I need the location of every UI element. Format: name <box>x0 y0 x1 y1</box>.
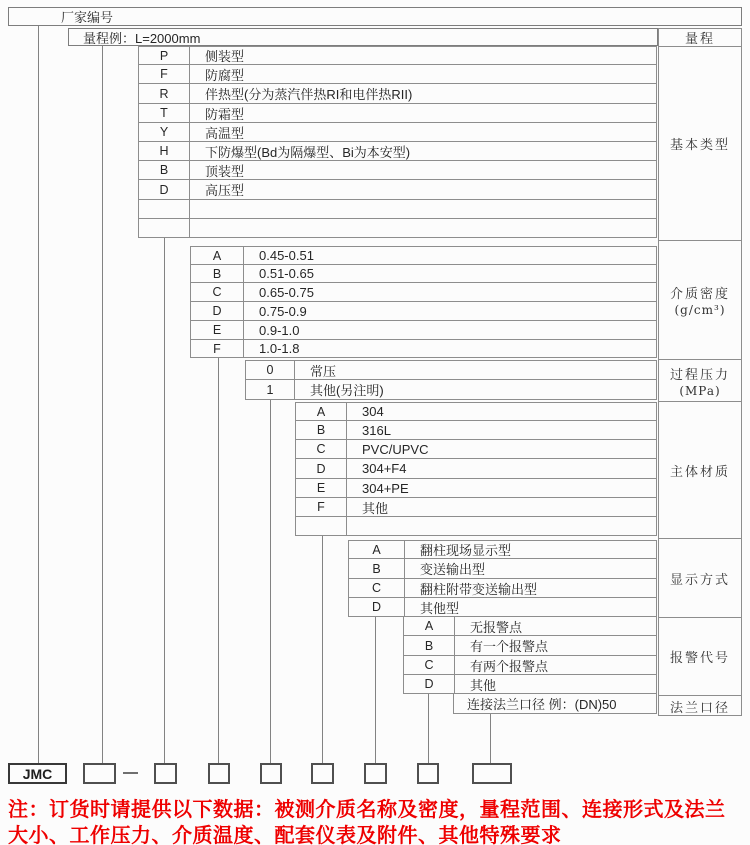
medium-density-description: 0.51-0.65 <box>259 266 314 281</box>
display-mode-row <box>348 540 657 559</box>
ordering-note-line1: 注：订货时请提供以下数据：被测介质名称及密度，量程范围、连接形式及法兰 <box>8 799 726 821</box>
basic-type-row <box>138 104 657 123</box>
basic-type-code: R <box>139 84 190 103</box>
alarm-code-code: A <box>404 617 455 635</box>
display-mode-description: 翻柱附带变送输出型 <box>420 581 538 597</box>
body-material-code: C <box>296 440 347 458</box>
range-example-text: 量程例：L=2000mm <box>83 30 201 46</box>
body-material-code: F <box>296 498 347 516</box>
display-mode-row <box>348 559 657 579</box>
basic-type-row <box>138 161 657 180</box>
display-mode-code: D <box>349 598 405 616</box>
dash-separator <box>123 772 138 774</box>
category-label-cell <box>659 241 741 360</box>
display-value-box <box>364 763 387 784</box>
category-label: 介质密度 <box>669 287 730 302</box>
category-label: 法兰口径 <box>669 701 730 716</box>
flange-row <box>453 694 657 714</box>
alarm-code-code: B <box>404 636 455 655</box>
basic-type-description: 顶装型 <box>205 163 245 179</box>
connector-line <box>375 617 376 763</box>
basic-type-code: P <box>139 47 190 64</box>
body-material-description: 304+F4 <box>362 461 407 476</box>
basic-type-code: B <box>139 161 190 179</box>
medium-density-row <box>190 283 657 302</box>
basic-type-row <box>138 180 657 200</box>
connector-line <box>218 358 219 763</box>
basic-type-row <box>138 142 657 161</box>
alarm-code-row <box>403 636 657 656</box>
connector-line <box>322 536 323 763</box>
category-label-cell <box>659 539 741 618</box>
body-material-row <box>295 459 657 479</box>
range-example-box <box>68 28 658 46</box>
ordering-note-line2: 大小、工作压力、介质温度、配套仪表及附件、其他特殊要求 <box>8 825 562 845</box>
connector-line <box>38 26 39 763</box>
medium-density-description: 0.65-0.75 <box>259 284 314 300</box>
basic-type-row <box>138 200 657 219</box>
body-material-description: 304+PE <box>362 480 409 496</box>
display-mode-description: 其他型 <box>420 600 460 616</box>
alarm-code-row <box>403 617 657 636</box>
model-prefix-box: JMC <box>8 763 67 784</box>
basic-type-row <box>138 46 657 65</box>
category-label-unit: (g/cm³) <box>674 303 726 317</box>
alarm-code-description: 有两个报警点 <box>470 658 549 674</box>
alarm-code-description: 有一个报警点 <box>470 639 549 654</box>
body-material-row <box>295 517 657 536</box>
basic-type-description <box>190 200 656 218</box>
body-material-description: 316L <box>362 422 391 438</box>
category-label-cell <box>659 47 741 241</box>
connector-line <box>428 694 429 763</box>
body-material-code: A <box>296 403 347 420</box>
medium-density-row <box>190 265 657 283</box>
connector-line <box>270 400 271 763</box>
basic-type-description <box>190 219 656 237</box>
body-material-code: B <box>296 421 347 439</box>
category-label-cell <box>659 696 741 716</box>
medium-density-description: 0.75-0.9 <box>259 303 307 319</box>
process-pressure-code: 1 <box>246 380 295 399</box>
category-label-cell <box>659 29 741 47</box>
body-material-row <box>295 440 657 459</box>
alarm-value-box <box>417 763 439 784</box>
category-label: 过程压力 <box>669 367 730 383</box>
process-pressure-row <box>245 380 657 400</box>
basic-type-code: F <box>139 65 190 83</box>
factory-number-box <box>8 7 742 26</box>
category-label: 基本类型 <box>669 138 730 153</box>
medium-density-description: 0.45-0.51 <box>259 248 314 263</box>
factory-number-label: 厂家编号 <box>61 10 114 25</box>
medium-density-description: 1.0-1.8 <box>259 341 300 356</box>
medium-density-description: 0.9-1.0 <box>259 322 300 338</box>
display-mode-description: 翻柱现场显示型 <box>420 543 512 558</box>
body-material-row <box>295 498 657 517</box>
basic-type-row <box>138 84 657 104</box>
body-material-row <box>295 421 657 440</box>
ordering-note <box>8 797 726 845</box>
connector-line <box>164 238 165 763</box>
basic-type-description: 侧装型 <box>205 49 245 64</box>
range-value-box <box>83 763 116 784</box>
display-mode-row <box>348 598 657 617</box>
process-pressure-code: 0 <box>246 361 295 379</box>
medium-density-row <box>190 340 657 358</box>
category-label-cell <box>659 402 741 539</box>
display-mode-code: B <box>349 559 405 578</box>
alarm-code-row <box>403 656 657 675</box>
alarm-code-description: 其他 <box>470 677 497 693</box>
basic-type-code: Y <box>139 123 190 141</box>
process-pressure-row <box>245 360 657 380</box>
category-label-cell <box>659 618 741 696</box>
basic-type-code: T <box>139 104 190 122</box>
medium-density-row <box>190 246 657 265</box>
medium-density-code: E <box>191 321 244 339</box>
basic-type-row <box>138 65 657 84</box>
body-material-description: 其他 <box>362 500 389 516</box>
basic-type-row <box>138 219 657 238</box>
basic-type-code <box>139 200 190 218</box>
display-mode-code: A <box>349 541 405 558</box>
category-label-unit: (MPa) <box>679 383 721 398</box>
body-material-code: E <box>296 479 347 497</box>
pressure-value-box <box>260 763 282 784</box>
medium-density-row <box>190 302 657 321</box>
flange-note: 连接法兰口径 例：(DN)50 <box>467 697 617 712</box>
category-label: 报警代号 <box>669 651 730 666</box>
body-material-code: D <box>296 459 347 478</box>
medium-density-code: D <box>191 302 244 320</box>
connector-line <box>102 46 103 763</box>
category-label-cell <box>659 360 741 402</box>
basic-type-description: 下防爆型(Bd为隔爆型、Bi为本安型) <box>205 144 411 160</box>
basic-type-value-box <box>154 763 177 784</box>
basic-type-description: 高温型 <box>205 125 245 141</box>
connector-line <box>490 714 491 763</box>
basic-type-code <box>139 219 190 237</box>
display-mode-description: 变送输出型 <box>420 562 486 577</box>
category-label: 量程 <box>684 32 715 47</box>
basic-type-code: H <box>139 142 190 160</box>
body-material-description: PVC/UPVC <box>362 441 429 457</box>
display-mode-row <box>348 579 657 598</box>
alarm-code-row <box>403 675 657 694</box>
alarm-code-code: C <box>404 656 455 674</box>
category-label: 主体材质 <box>669 464 730 480</box>
body-material-row <box>295 479 657 498</box>
body-material-row <box>295 402 657 421</box>
medium-density-code: F <box>191 340 244 357</box>
alarm-code-code: D <box>404 675 455 693</box>
basic-type-code: D <box>139 180 190 199</box>
body-material-description: 304 <box>362 404 384 419</box>
density-value-box <box>208 763 230 784</box>
category-label: 显示方式 <box>669 572 730 588</box>
flange-value-box <box>472 763 512 784</box>
basic-type-description: 高压型 <box>205 183 245 198</box>
basic-type-description: 防腐型 <box>205 67 245 83</box>
body-material-description <box>347 517 656 535</box>
basic-type-description: 伴热型(分为蒸汽伴热RI和电伴热RII) <box>205 87 413 102</box>
medium-density-code: A <box>191 247 244 264</box>
body-material-code <box>296 517 347 535</box>
material-value-box <box>311 763 334 784</box>
alarm-code-description: 无报警点 <box>470 619 523 635</box>
process-pressure-description: 其他(另注明) <box>310 383 384 398</box>
category-label-column <box>658 28 742 716</box>
display-mode-code: C <box>349 579 405 597</box>
basic-type-description: 防霜型 <box>205 106 245 122</box>
basic-type-row <box>138 123 657 142</box>
medium-density-row <box>190 321 657 340</box>
medium-density-code: B <box>191 265 244 282</box>
process-pressure-description: 常压 <box>310 363 337 379</box>
medium-density-code: C <box>191 283 244 301</box>
